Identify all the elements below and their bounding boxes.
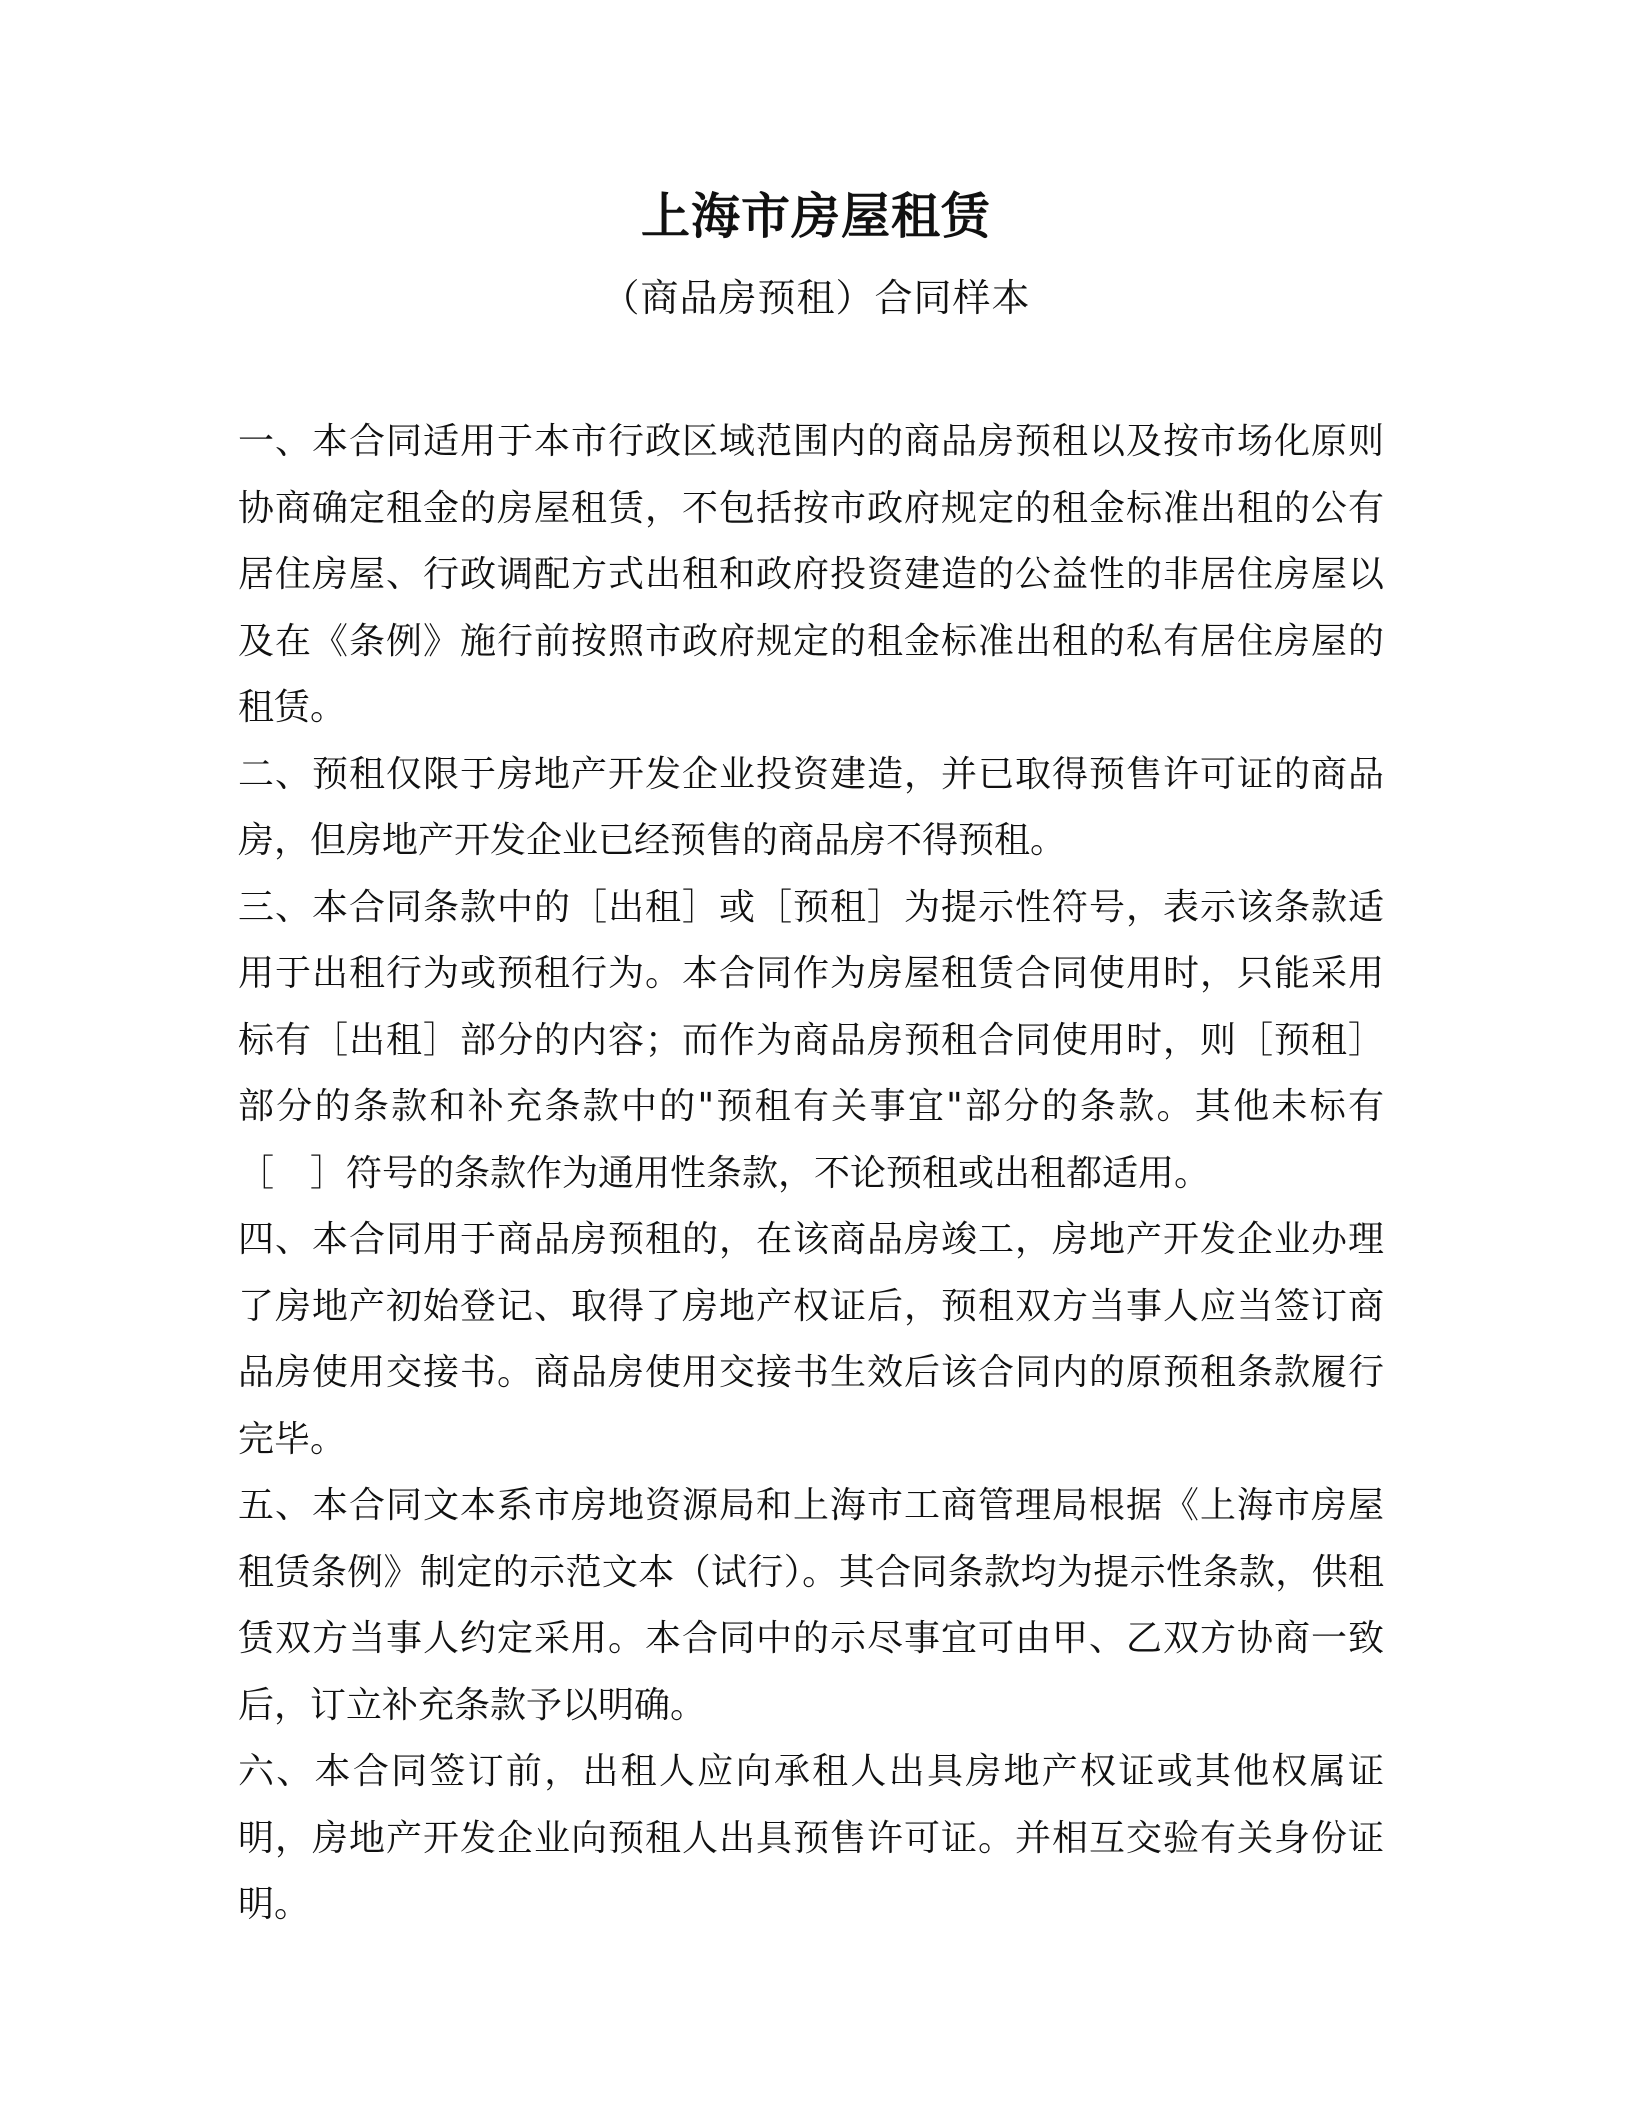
document-subtitle: （商品房预租）合同样本 [601, 276, 1031, 320]
paragraph-1: 一、本合同适用于本市行政区域范围内的商品房预租以及按市场化原则协商确定租金的房屋租赁，不包括按市政府规定的租金标准出租的公有居住房屋、行政调配方式出租和政府投资建造的公益性的非居住房屋以及在《条例》施行前按照市政府规定的租金标准出租的私有居住房屋的租赁。 [238, 421, 1384, 728]
paragraph-2: 二、预租仅限于房地产开发企业投资建造，并已取得预售许可证的商品房，但房地产开发企业已经预售的商品房不得预租。 [238, 753, 1384, 861]
paragraph-3: 三、本合同条款中的［出租］或［预租］为提示性符号，表示该条款适用于出租行为或预租行为。本合同作为房屋租赁合同使用时，只能采用标有［出租］部分的内容；而作为商品房预租合同使用时，则［预租］部分的条款和补充条款中的"预租有关事宜"部分的条款。其他未标有［ ］符号的条款作为通用性条款，不论预租或出租都适用。 [238, 886, 1384, 1194]
document-title: 上海市房屋租赁 [640, 188, 991, 245]
paragraph-4: 四、本合同用于商品房预租的，在该商品房竣工，房地产开发企业办理了房地产初始登记、取得了房地产权证后，预租双方当事人应当签订商品房使用交接书。商品房使用交接书生效后该合同内的原预租条款履行完毕。 [238, 1219, 1384, 1460]
paragraph-6: 六、本合同签订前，出租人应向承租人出具房地产权证或其他权属证明，房地产开发企业向预租人出具预售许可证。并相互交验有关身份证明。 [238, 1751, 1384, 1925]
document-body [238, 409, 1384, 1939]
paragraph-5: 五、本合同文本系市房地资源局和上海市工商管理局根据《上海市房屋租赁条例》制定的示范文本（试行）。其合同条款均为提示性条款，供租赁双方当事人约定采用。本合同中的示尽事宜可由甲、乙双方协商一致后，订立补充条款予以明确。 [238, 1485, 1384, 1726]
